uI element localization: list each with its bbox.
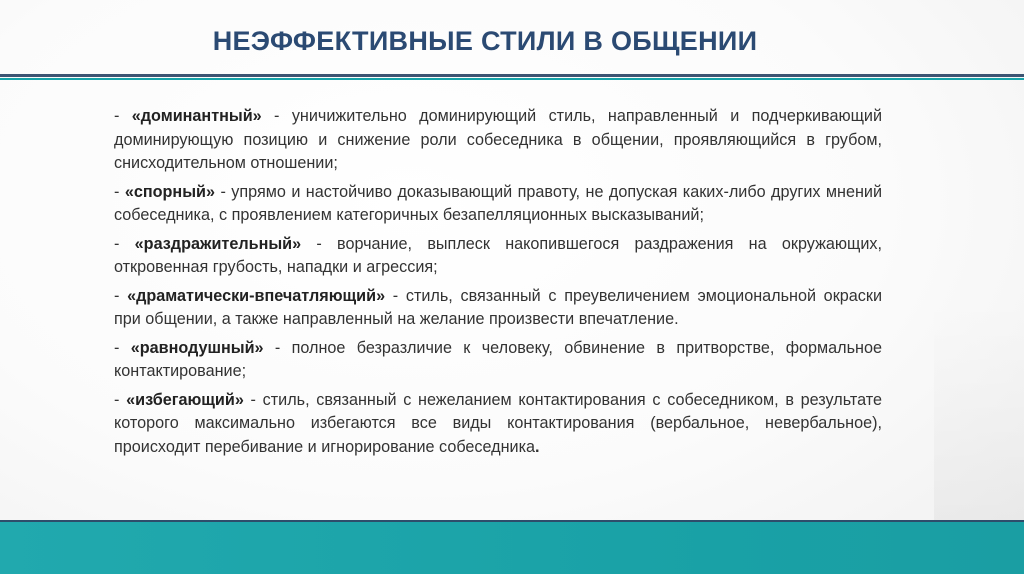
item-prefix: - xyxy=(114,338,131,357)
item-prefix: - xyxy=(114,390,127,409)
list-item-dominant xyxy=(114,105,882,176)
item-text: - стиль, связанный с преувеличением эмоциональной окраски при общении, а также направленный на желание произвести впечатление. xyxy=(114,286,882,328)
item-prefix: - xyxy=(114,286,128,305)
background-shade xyxy=(934,300,1024,530)
list-item-indifferent xyxy=(114,337,882,384)
item-text: - стиль, связанный с нежеланием контактирования с собеседником, в результате которого максимально избегаются все виды контактирования (вербальное, невербальное), происходит перебивание и игнорирование собеседника xyxy=(114,390,883,456)
item-term: «доминантный» xyxy=(131,107,262,125)
item-term: «спорный» xyxy=(124,182,215,201)
content-list xyxy=(114,105,882,464)
item-text: - полное безразличие к человеку, обвинение в притворстве, формальное контактирование; xyxy=(114,338,883,380)
list-item-avoidant xyxy=(114,389,882,460)
item-text: - упрямо и настойчиво доказывающий правоту, не допуская каких-либо других мнений собеседника, с проявлением категоричных безапелляционных высказываний; xyxy=(114,182,883,224)
item-prefix: - xyxy=(114,234,135,253)
item-text: - ворчание, выплеск накопившегося раздражения на окружающих, откровенная грубость, нападки и агрессия; xyxy=(114,234,883,276)
list-item-dramatic xyxy=(114,285,882,332)
item-prefix: - xyxy=(114,182,125,201)
title-divider-teal xyxy=(0,78,1024,80)
item-end-mark: . xyxy=(535,437,540,456)
item-term: «драматически-впечатляющий» xyxy=(127,286,386,305)
list-item-irritable xyxy=(114,233,882,280)
item-term: «избегающий» xyxy=(126,390,244,409)
footer-teal-band xyxy=(0,522,1024,574)
slide-title: НЕЭФФЕКТИВНЫЕ СТИЛИ В ОБЩЕНИИ xyxy=(212,26,758,56)
item-term: «равнодушный» xyxy=(130,338,264,357)
item-term: «раздражительный» xyxy=(134,234,302,253)
list-item-argumentative xyxy=(114,181,882,228)
title-divider-dark xyxy=(0,74,1024,77)
item-prefix: - xyxy=(114,107,132,125)
item-text: - уничижительно доминирующий стиль, направленный и подчеркивающий доминирующую позицию и снижение роли собеседника в общении, проявляющийся в грубом, снисходительном отношении; xyxy=(114,107,882,172)
